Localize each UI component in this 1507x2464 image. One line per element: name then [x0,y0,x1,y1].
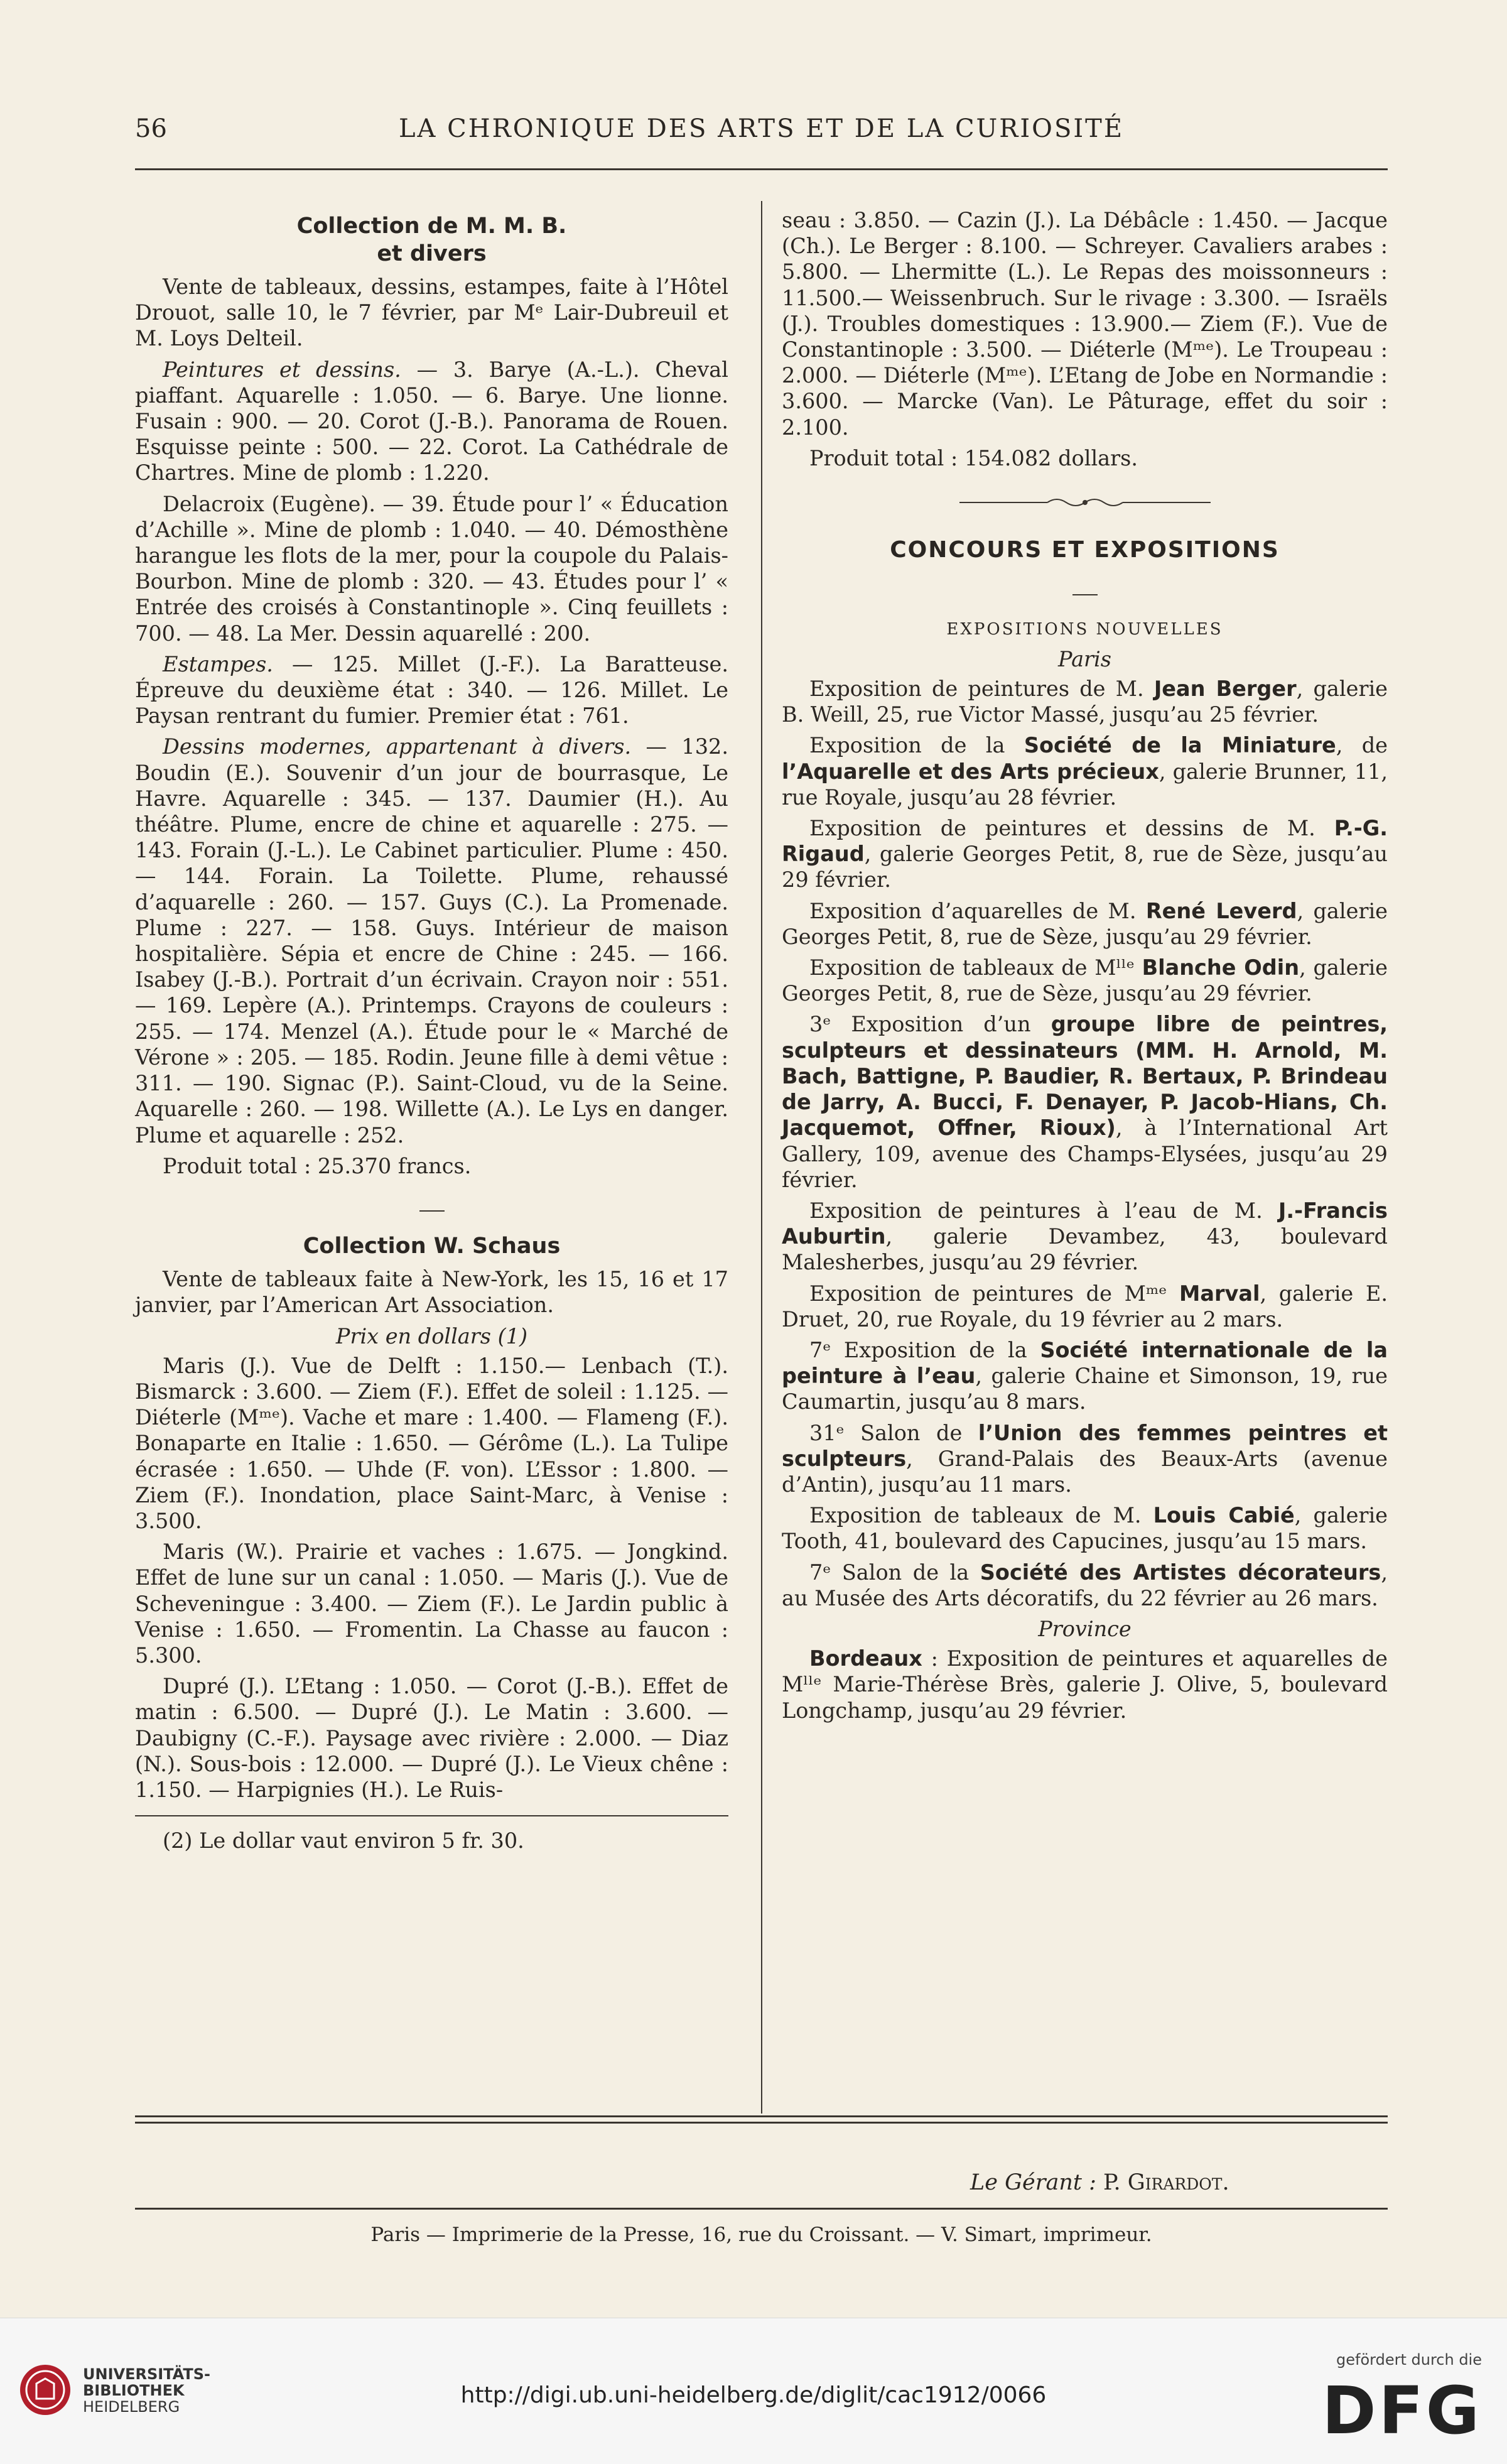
gerant-line [970,2170,1229,2195]
expo-text: Exposition de tableaux de Mˡˡᵉ [809,955,1142,980]
expo-name: René Leverd [1145,898,1297,923]
section-separator [135,1191,728,1217]
expo-text: Exposition de peintures et dessins de M. [809,816,1334,841]
expo-text: , galerie Georges Petit, 8, rue de Sèze, jusqu’au 29 février. [782,955,1388,1006]
expo-text: 3ᵉ Exposition d’un [809,1012,1051,1037]
collection-mmb-dessins [135,734,728,1148]
prix-en-dollars: Prix en dollars (1) [335,1323,528,1349]
footnote: (2) Le dollar vaut environ 5 fr. 30. [163,1828,524,1853]
expo-jean-berger [782,676,1388,727]
expo-text: , galerie Chaine et Simonson, 19, rue Caumartin, jusqu’au 8 mars. [782,1364,1388,1414]
expo-text: , Grand-Palais des Beaux-Arts (avenue d’Antin), jusqu’au 11 mars. [782,1446,1388,1497]
right-column [782,207,1388,1729]
expo-name: Société internationale de la peinture à l’eau [782,1337,1388,1389]
paris-heading: Paris [1058,646,1111,671]
permalink-url[interactable]: http://digi.ub.uni-heidelberg.de/diglit/cac1912/0066 [460,2382,1047,2408]
expo-bordeaux [782,1646,1388,1723]
expo-text: Exposition de peintures de Mᵐᵉ [809,1281,1180,1306]
expo-text: , galerie B. Weill, 25, rue Victor Massé, jusqu’au 25 février. [782,676,1388,727]
collection-mmb-total: Produit total : 25.370 francs. [163,1153,472,1178]
expo-name: Société de la Miniature [1024,733,1336,758]
expo-text: , galerie Brunner, 11, rue Royale, jusqu’au 28 février. [782,759,1388,810]
collection-schaus-intro: Vente de tableaux faite à New-York, les 15, 16 et 17 janvier, par l’American Art Association. [135,1267,728,1318]
expo-name: l’Union des femmes peintres et sculpteurs [782,1420,1388,1471]
expo-text: 7ᵉ Exposition de la [809,1337,1040,1362]
page-number: 56 [135,114,167,143]
expo-name: J.-Francis Auburtin [782,1198,1388,1249]
expo-leverd [782,898,1388,950]
uni-line1: UNIVERSITÄTS- [83,2365,211,2383]
expo-text: : Exposition de peintures et aquarelles de Mˡˡᵉ Marie-Thérèse Brès, galerie J. Olive, 5, boulevard Longchamp, jusqu’au 29 février. [782,1646,1388,1723]
title-dash [782,575,1388,601]
expo-text: , à l’International Art Gallery, 109, avenue des Champs-Elysées, jusqu’au 29 février. [782,1115,1388,1192]
digitization-footer [0,2318,1507,2464]
expo-name: Blanche Odin [1142,955,1300,980]
expo-text: , galerie Tooth, 41, boulevard des Capucines, jusqu’au 15 mars. [782,1503,1388,1554]
expo-name: groupe libre de peintres, sculpteurs et dessinateurs (MM. H. Arnold, M. Bach, Battigne, P. Baudier, R. Bertaux, P. Brindeau de Jarry, A. Bucci, F. Denayer, P. Jacob-Hians, Ch. Jacquemot, Offner, Rioux) [782,1012,1388,1141]
imprint-line: Paris — Imprimerie de la Presse, 16, rue du Croissant. — V. Simart, imprimeur. [370,2223,1152,2246]
expo-text: Exposition de peintures à l’eau de M. [809,1198,1278,1223]
collection-schaus-title: Collection W. Schaus [303,1234,561,1259]
concours-expositions-title: CONCOURS ET EXPOSITIONS [890,537,1280,563]
expo-auburtin [782,1198,1388,1276]
column-divider [761,201,762,2114]
expositions-nouvelles: EXPOSITIONS NOUVELLES [946,619,1223,639]
schaus-continuation: seau : 3.850. — Cazin (J.). La Débâcle : 1.450. — Jacque (Ch.). Le Berger : 8.100. — Schreyer. Cavaliers arabes : 5.800. — Lhermitte (L.). Le Repas des moissonneurs : 11.500.— Weissenbruch. Sur le rivage : 3.300. — Israëls (J.). Troubles domestiques : 13.900.— Ziem (F.). Vue de Constantinople : 3.500. — Diéterle (Mᵐᵉ). Le Troupeau : 2.000. — Diéterle (Mᵐᵉ). L’Etang de Jobe en Normandie : 3.600. — Marcke (Van). Le Pâturage, effet du soir : 2.100. [782,208,1388,440]
expo-text: , galerie E. Druet, 20, rue Royale, du 19 février au 2 mars. [782,1281,1388,1332]
expo-text: Exposition de peintures de M. [809,676,1154,702]
expo-text: 7ᵉ Salon de la [809,1560,980,1585]
dfg-funded-by: gefördert durch die [1336,2351,1482,2369]
collection-mmb-delacroix: Delacroix (Eugène). — 39. Étude pour l’ « Éducation d’Achille ». Mine de plomb : 1.040. — 40. Démosthène harangue les flots de la mer, pour la coupole du Palais-Bourbon. Mine de plomb : 320. — 43. Études pour l’ « Entrée des croisés à Constantinople ». Cinq feuillets : 700. — 48. La Mer. Dessin aquarellé : 200. [135,491,728,646]
expo-cabie [782,1502,1388,1554]
expo-union-femmes [782,1420,1388,1498]
expo-marval [782,1281,1388,1332]
collection-schaus-p3: Dupré (J.). L’Etang : 1.050. — Corot (J.-B.). Effet de matin : 6.500. — Dupré (J.). Le Matin : 3.600. — Daubigny (C.-F.). Paysage avec rivière : 2.000. — Diaz (N.). Sous-bois : 12.000. — Dupré (J.). Le Vieux chêne : 1.150. — Harpignies (H.). Le Ruis- [135,1674,728,1802]
expo-text: Exposition de tableaux de M. [809,1503,1153,1528]
estampes-heading: Estampes. [163,651,273,676]
peintures-heading: Peintures et dessins. [163,357,401,382]
uni-line2: BIBLIOTHEK [83,2382,185,2399]
bottom-rule-1 [135,2115,1388,2117]
expo-name: Bordeaux [809,1646,922,1671]
collection-mmb-title-line1: Collection de M. M. B. [296,214,567,239]
footnote-rule [135,1815,728,1816]
page-header [135,114,1388,149]
expo-name: Société des Artistes décorateurs [980,1560,1381,1585]
collection-mmb-intro: Vente de tableaux, dessins, estampes, faite à l’Hôtel Drouot, salle 10, le 7 février, par Mᵉ Lair-Dubreuil et M. Loys Delteil. [135,274,728,351]
expo-name: Marval [1179,1281,1260,1306]
bottom-rule-2 [135,2122,1388,2124]
expo-name: P.-G. Rigaud [782,816,1388,867]
expo-text: Exposition d’aquarelles de M. [809,898,1146,923]
collection-mmb-estampes [135,651,728,729]
dessins-text: — 132. Boudin (E.). Souvenir d’un jour de bourrasque, Le Havre. Aquarelle : 345. — 137. Daumier (H.). Au théâtre. Plume, encre de chine et aquarelle : 275. — 143. Forain (J.-L.). Le Cabinet particulier. Plume : 450. — 144. Forain. La Toilette. Plume, rehaussé d’aquarelle : 260. — 157. Guys (C.). La Promenade. Plume : 227. — 158. Guys. Intérieur de maison hospitalière. Sépia et encre de Chine : 245. — 166. Isabey (J.-B.). Portrait d’un écrivain. Crayon noir : 551. — 169. Lepère (A.). Printemps. Crayons de couleurs : 255. — 174. Menzel (A.). Étude pour le « Marché de Vérone » : 205. — 185. Rodin. Jeune fille à demi vêtue : 311. — 190. Signac (P.). Saint-Cloud, vu de la Seine. Aquarelle : 260. — 198. Willette (A.). Le Lys en danger. Plume et aquarelle : 252. [135,734,728,1148]
expo-text: , de [1336,733,1388,758]
expo-societe-miniature [782,732,1388,810]
uni-line3: HEIDELBERG [83,2398,180,2416]
collection-mmb-title [135,212,728,268]
collection-mmb-title-line2: et divers [377,241,487,266]
dessins-heading: Dessins modernes, appartenant à divers. [163,734,632,759]
collection-schaus-p1: Maris (J.). Vue de Delft : 1.150.— Lenbach (T.). Bismarck : 3.600. — Ziem (F.). Effet de soleil : 1.125. — Diéterle (Mᵐᵉ). Vache et mare : 1.400. — Flameng (F.). Bonaparte en Italie : 1.650. — Gérôme (L.). La Tulipe écrasée : 1.650. — Uhde (F. von). L’Essor : 1.800. — Ziem (F.). Inondation, place Saint-Marc, à Venise : 3.500. [135,1353,728,1533]
collection-mmb-peintures [135,357,728,486]
expo-text: , galerie Devambez, 43, boulevard Malesherbes, jusqu’au 29 février. [782,1224,1388,1275]
expo-peinture-eau [782,1337,1388,1415]
expo-groupe-libre [782,1011,1388,1192]
province-heading: Province [1038,1616,1132,1641]
gerant-label: Le Gérant : [970,2170,1103,2195]
expo-name: Jean Berger [1153,676,1297,702]
expo-text: , au Musée des Arts décoratifs, du 22 février au 26 mars. [782,1560,1388,1610]
expo-rigaud [782,815,1388,893]
collection-schaus-p2: Maris (W.). Prairie et vaches : 1.675. — Jongkind. Effet de lune sur un canal : 1.050. — Maris (J.). Vue de Scheveningue : 3.400. — Ziem (F.). Le Jardin public à Venise : 1.650. — Fromentin. La Chasse au faucon : 5.300. [135,1539,728,1668]
expo-odin [782,955,1388,1006]
left-column [135,207,728,1859]
expo-text: Exposition de la [809,733,1024,758]
header-rule [135,168,1388,170]
gerant-name: P. Girardot. [1103,2170,1229,2195]
expo-name: l’Aquarelle et des Arts précieux [782,759,1159,784]
ornament-divider [782,490,1388,516]
schaus-total: Produit total : 154.082 dollars. [809,445,1138,470]
peintures-text: — 3. Barye (A.-L.). Cheval piaffant. Aquarelle : 1.050. — 6. Barye. Une lionne. Fusain : 900. — 20. Corot (J.-B.). Panorama de Rouen. Esquisse peinte : 500. — 22. Corot. La Cathédrale de Chartres. Mine de plomb : 1.220. [135,357,728,486]
expo-name: Louis Cabié [1153,1503,1295,1528]
imprint-rule [135,2208,1388,2210]
dfg-logo: DFG [1322,2372,1482,2449]
expo-text: , galerie Georges Petit, 8, rue de Sèze, jusqu’au 29 février. [782,842,1388,893]
expo-text: 31ᵉ Salon de [809,1420,978,1445]
running-title: LA CHRONIQUE DES ARTS ET DE LA CURIOSITÉ [398,114,1125,143]
expo-text: , galerie Georges Petit, 8, rue de Sèze, jusqu’au 29 février. [782,898,1388,949]
expo-artistes-decorateurs [782,1560,1388,1611]
estampes-text: — 125. Millet (J.-F.). La Baratteuse. Épreuve du deuxième état : 340. — 126. Millet. Le Paysan rentrant du fumier. Premier état : 761. [135,651,728,729]
